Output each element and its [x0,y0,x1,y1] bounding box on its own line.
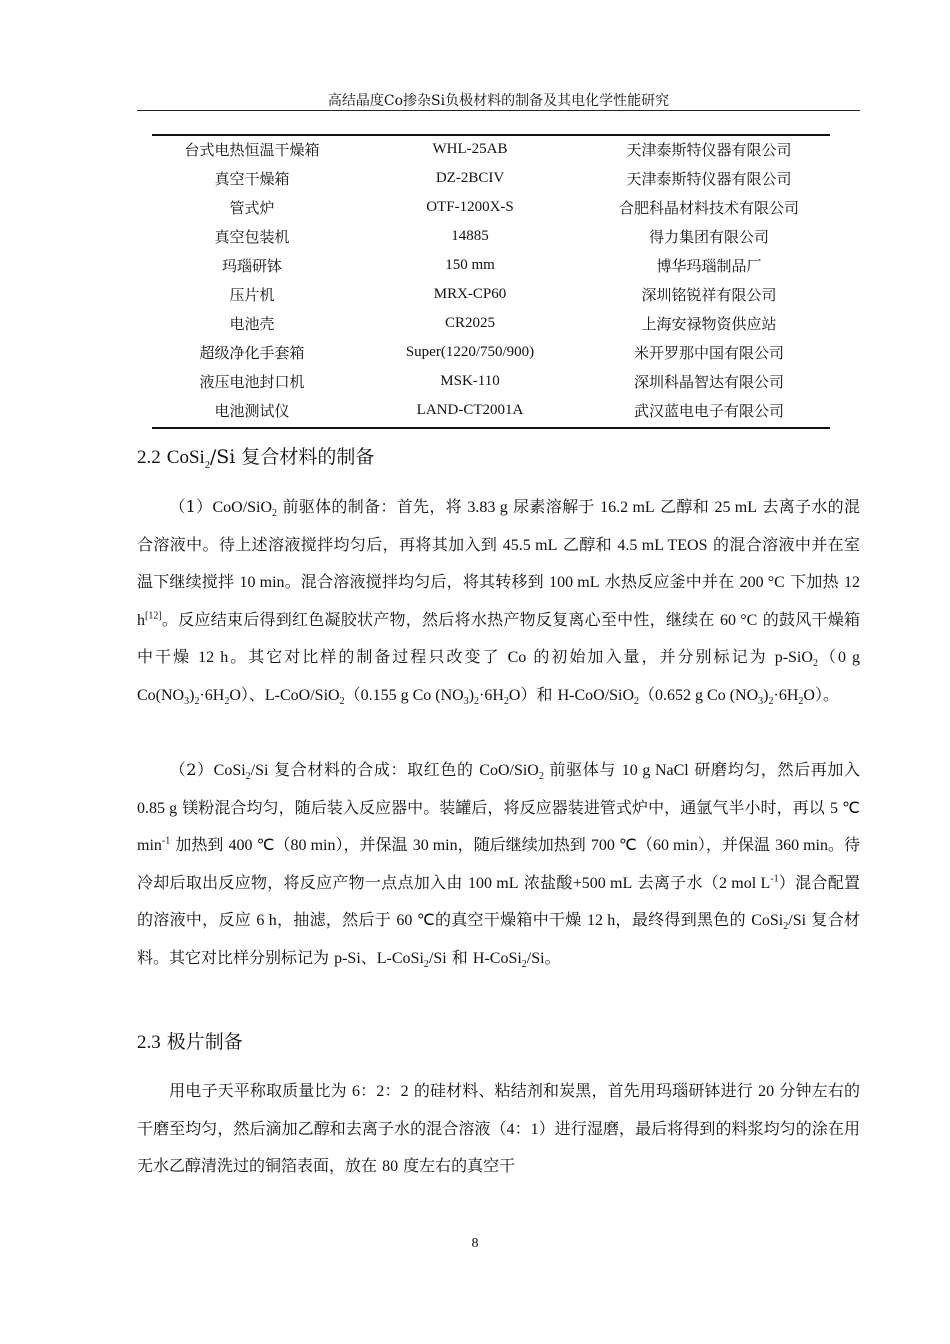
model-cell: 150 mm [445,257,495,273]
table-row [152,135,830,164]
paragraph-electrode-prep: 用电子天平称取质量比为 6：2：2 的硅材料、粘结剂和炭黑，首先用玛瑙研钵进行 20 分钟左右的干磨至均匀，然后滴加乙醇和去离子水的混合溶液（4：1）进行湿磨，最后将得到的料浆均匀的涂在用无水乙醇清洗过的铜箔表面，放在 80 度左右的真空干 [137,1081,860,1175]
manufacturer-cell: 深圳科晶智达有限公司 [633,373,784,391]
model-cell: LAND-CT2001A [416,402,524,418]
table-bottom-rule [152,427,830,429]
table-row [152,251,830,280]
table-row [152,367,830,396]
equipment-name-cell: 电池壳 [229,315,275,333]
equipment-name-cell: 玛瑙研钵 [221,257,282,275]
manufacturer-cell: 深圳铭锐祥有限公司 [641,286,777,304]
model-cell: DZ-2BCIV [435,170,505,186]
model-cell: CR2025 [444,315,495,331]
equipment-name-cell: 管式炉 [229,199,275,217]
model-cell: WHL-25AB [432,141,508,157]
page-number: 8 [471,1236,479,1251]
paragraph-composite-synthesis: （2）CoSi$_2$/Si 复合材料的合成：取红色的 CoO/SiO$_2$ 前驱体与 10 g NaCl 研磨均匀，然后再加入 0.85 g 镁粉混合均匀，随后装入反应器中。装罐后，将反应器装进管式炉中，通氩气半小时，再以 5 ℃ $\min^{-1}$ 加热到 400 ℃（80 min），并保温 30 min，随后继续加热到 700 ℃（60 min），并保温 360 min。待冷却后取出反应物，将反应产物一点点加入由 100 mL 浓盐酸+500 mL 去离子水（2 mol $L^{-1}$）混合配置的溶液中，反应 6 h，抽滤，然后于 60 ℃的真空干燥箱中干燥 12 h，最终得到黑色的 CoSi$_2$/Si 复合材料。其它对比样分别标记为 p-Si、L-CoSi$_2$/Si 和 H-CoSi$_2$/Si。 [137,760,861,970]
equipment-name-cell: 真空干燥箱 [214,170,290,188]
table-row [152,222,830,251]
manufacturer-cell: 天津泰斯特仪器有限公司 [626,170,792,188]
equipment-table [152,135,830,425]
section-heading-2-2: 2.2 CoSi$_2$/Si 复合材料的制备 [137,446,375,471]
model-cell: Super(1220/750/900) [405,344,535,360]
table-row [152,309,830,338]
manufacturer-cell: 上海安禄物资供应站 [641,315,777,333]
manufacturer-cell: 天津泰斯特仪器有限公司 [626,141,792,159]
table-row [152,396,830,425]
model-cell: 14885 [451,228,489,244]
running-header: 高结晶度Co掺杂Si负极材料的制备及其电化学性能研究 [327,93,670,109]
equipment-name-cell: 真空包装机 [214,228,290,246]
model-cell: OTF-1200X-S [426,199,514,215]
section-heading-2-3: 2.3 极片制备 [137,1031,243,1053]
equipment-name-cell: 电池测试仪 [214,402,290,420]
manufacturer-cell: 武汉蓝电电子有限公司 [633,402,784,420]
table-row [152,164,830,193]
table-row [152,280,830,309]
manufacturer-cell: 合肥科晶材料技术有限公司 [618,199,799,217]
equipment-name-cell: 超级净化手套箱 [199,344,305,362]
paragraph-precursor: （1）CoO/SiO$_2$ 前驱体的制备：首先，将 3.83 g 尿素溶解于 16.2 mL 乙醇和 25 mL 去离子水的混合溶液中。待上述溶液搅拌均匀后，再将其加入到 45.5 mL 乙醇和 4.5 mL TEOS 的混合溶液中并在室温下继续搅拌 10 min。混合溶液搅拌均匀后，将其转移到 100 mL 水热反应釜中并在 200 °C 下加热 12 h[12]。反应结束后得到红色凝胶状产物，然后将水热产物反复离心至中性，继续在 60 °C 的鼓风干燥箱中干燥 12 h。其它对比样的制备过程只改变了 Co 的初始加入量，并分别标记为 p-SiO$_2$（0 g $Co(NO_3)_2\cdot 6H_2O$）、L-CoO/SiO$_2$（0.155 g Co $(NO_3)_2\cdot 6H_2O$）和 H-CoO/SiO$_2$（0.652 g Co $(NO_3)_2\cdot 6H_2O$）。 [137,497,861,707]
table-row [152,193,830,222]
table-row [152,338,830,367]
manufacturer-cell: 米开罗那中国有限公司 [633,344,784,362]
model-cell: MRX-CP60 [433,286,507,302]
equipment-name-cell: 液压电池封口机 [199,373,305,391]
model-cell: MSK-110 [440,373,500,389]
manufacturer-cell: 得力集团有限公司 [648,228,769,246]
manufacturer-cell: 博华玛瑙制品厂 [656,257,762,275]
equipment-name-cell: 台式电热恒温干燥箱 [184,141,320,159]
header-rule [137,110,860,111]
equipment-name-cell: 压片机 [229,286,275,304]
